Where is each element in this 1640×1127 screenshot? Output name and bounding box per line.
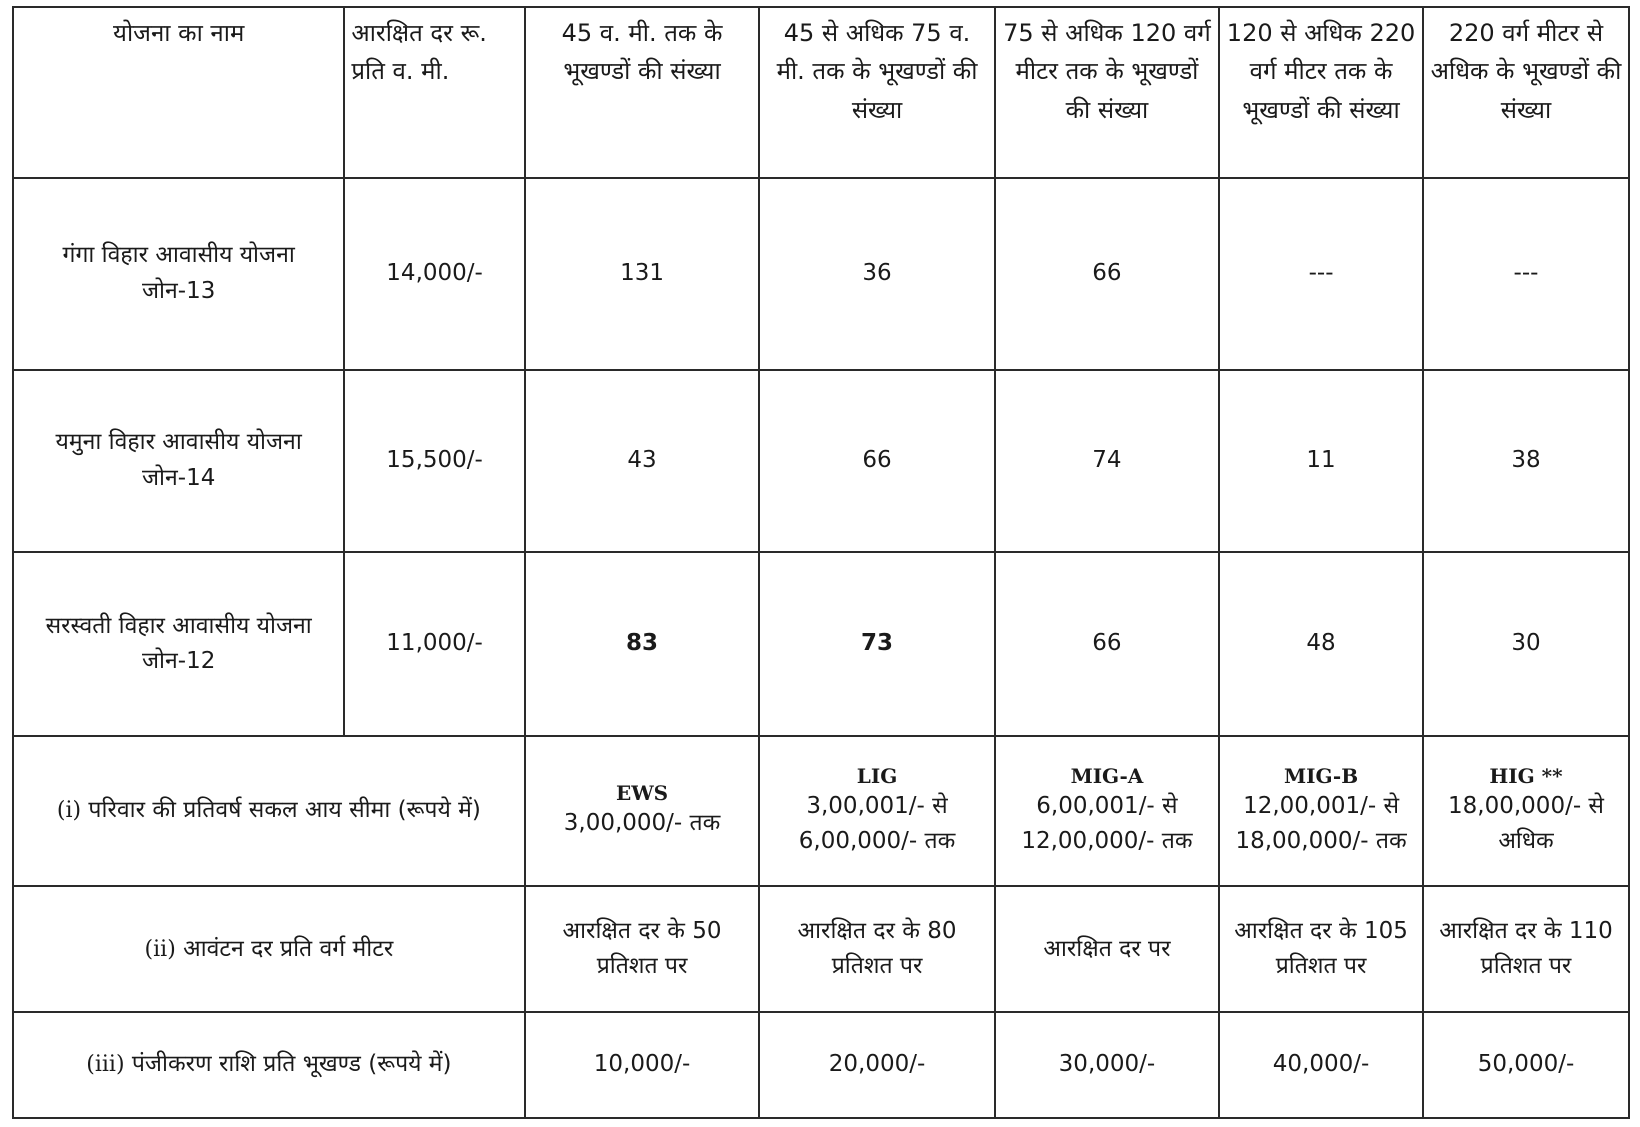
allotment-rate-label — [13, 886, 525, 1012]
registration-amount-label — [13, 1012, 525, 1118]
income-category-hig — [1423, 736, 1629, 886]
category-name: HIG ** — [1489, 763, 1563, 788]
allotment-rate-mig-b: आरक्षित दर के 105 प्रतिशत पर — [1219, 886, 1423, 1012]
registration-amount-ews: 10,000/- — [525, 1012, 759, 1118]
count-45-to-75: 36 — [759, 178, 995, 370]
count-75-to-120: 66 — [995, 552, 1219, 736]
count-above-220: --- — [1423, 178, 1629, 370]
header-upto-45: 45 व. मी. तक के भूखण्डों की संख्या — [525, 7, 759, 178]
scheme-zone: जोन-13 — [141, 277, 216, 304]
category-income: 6,00,001/- से 12,00,000/- तक — [1021, 792, 1193, 855]
registration-amount-mig-a: 30,000/- — [995, 1012, 1219, 1118]
category-name: EWS — [615, 781, 669, 806]
income-limit-label — [13, 736, 525, 886]
table-row — [13, 552, 1629, 736]
registration-amount-text: पंजीकरण राशि प्रति भूखण्ड (रूपये में) — [131, 1051, 452, 1078]
table-row — [13, 178, 1629, 370]
income-category-ews — [525, 736, 759, 886]
count-45-to-75: 66 — [759, 370, 995, 552]
header-above-220: 220 वर्ग मीटर से अधिक के भूखण्डों की संख्या — [1423, 7, 1629, 178]
registration-amount-hig: 50,000/- — [1423, 1012, 1629, 1118]
scheme-name-cell — [13, 178, 344, 370]
scheme-zone: जोन-12 — [141, 648, 216, 675]
count-above-220: 38 — [1423, 370, 1629, 552]
reserve-rate: 14,000/- — [344, 178, 524, 370]
registration-amount-mig-b: 40,000/- — [1219, 1012, 1423, 1118]
scheme-name: सरस्वती विहार आवासीय योजना — [45, 612, 312, 639]
scheme-name-cell — [13, 552, 344, 736]
reserve-rate: 11,000/- — [344, 552, 524, 736]
count-upto-45: 83 — [525, 552, 759, 736]
category-income: 18,00,000/- से अधिक — [1448, 792, 1604, 855]
table-row — [13, 370, 1629, 552]
header-row — [13, 7, 1629, 178]
reserve-rate: 15,500/- — [344, 370, 524, 552]
registration-amount-row — [13, 1012, 1629, 1118]
scheme-zone: जोन-14 — [141, 465, 216, 492]
income-category-mig-a — [995, 736, 1219, 886]
category-name: MIG-A — [1070, 763, 1144, 788]
allotment-rate-mig-a: आरक्षित दर पर — [995, 886, 1219, 1012]
count-75-to-120: 74 — [995, 370, 1219, 552]
income-category-lig — [759, 736, 995, 886]
income-limit-roman: (i) — [56, 798, 82, 824]
registration-amount-roman: (iii) — [86, 1052, 125, 1078]
count-45-to-75: 73 — [759, 552, 995, 736]
category-name: LIG — [856, 763, 898, 788]
scheme-name-cell — [13, 370, 344, 552]
scheme-name: गंगा विहार आवासीय योजना — [62, 242, 295, 269]
header-reserve-rate: आरक्षित दर रू. प्रति व. मी. — [344, 7, 524, 178]
income-limit-row — [13, 736, 1629, 886]
header-scheme-name: योजना का नाम — [13, 7, 344, 178]
count-75-to-120: 66 — [995, 178, 1219, 370]
count-above-220: 30 — [1423, 552, 1629, 736]
category-income: 3,00,001/- से 6,00,000/- तक — [798, 792, 956, 855]
header-45-to-75: 45 से अधिक 75 व. मी. तक के भूखण्डों की संख्या — [759, 7, 995, 178]
housing-scheme-table — [12, 6, 1630, 1119]
allotment-rate-text: आवंटन दर प्रति वर्ग मीटर — [183, 935, 394, 962]
count-upto-45: 131 — [525, 178, 759, 370]
allotment-rate-row — [13, 886, 1629, 1012]
category-name: MIG-B — [1283, 763, 1359, 788]
count-120-to-220: 11 — [1219, 370, 1423, 552]
header-75-to-120: 75 से अधिक 120 वर्ग मीटर तक के भूखण्डों की संख्या — [995, 7, 1219, 178]
count-120-to-220: --- — [1219, 178, 1423, 370]
scheme-name: यमुना विहार आवासीय योजना — [55, 429, 302, 456]
allotment-rate-hig: आरक्षित दर के 110 प्रतिशत पर — [1423, 886, 1629, 1012]
income-category-mig-b — [1219, 736, 1423, 886]
category-income: 3,00,000/- तक — [563, 810, 721, 837]
allotment-rate-roman: (ii) — [144, 936, 176, 962]
income-limit-text: परिवार की प्रतिवर्ष सकल आय सीमा (रूपये में) — [88, 797, 481, 824]
allotment-rate-lig: आरक्षित दर के 80 प्रतिशत पर — [759, 886, 995, 1012]
category-income: 12,00,001/- से 18,00,000/- तक — [1235, 792, 1407, 855]
count-upto-45: 43 — [525, 370, 759, 552]
allotment-rate-ews: आरक्षित दर के 50 प्रतिशत पर — [525, 886, 759, 1012]
count-120-to-220: 48 — [1219, 552, 1423, 736]
registration-amount-lig: 20,000/- — [759, 1012, 995, 1118]
header-120-to-220: 120 से अधिक 220 वर्ग मीटर तक के भूखण्डों की संख्या — [1219, 7, 1423, 178]
